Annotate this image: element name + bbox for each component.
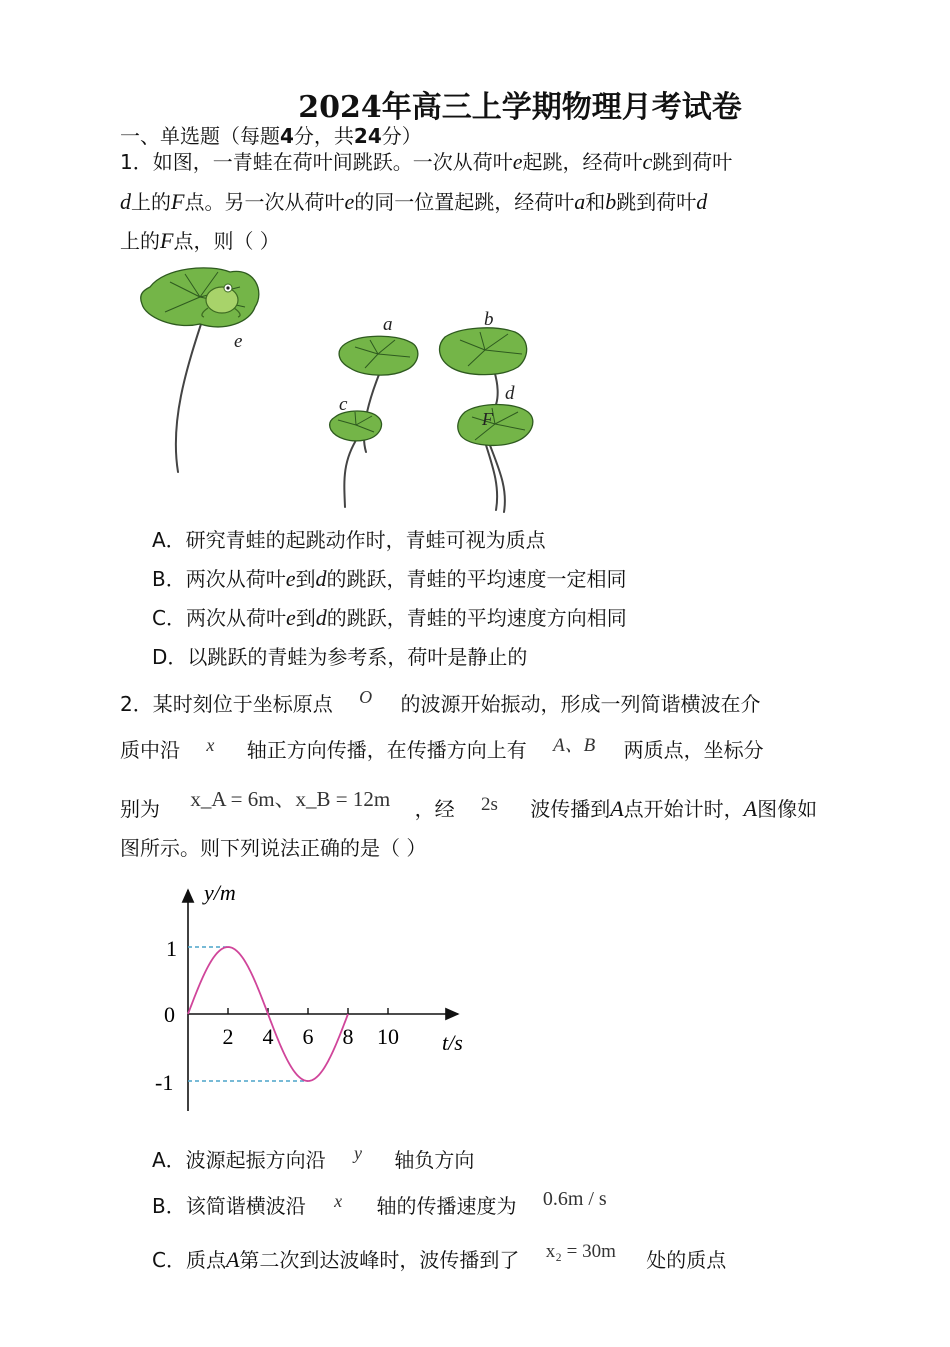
q2-option-b: B．该简谐横波沿 x 轴的传播速度为 0.6m / s <box>152 1188 607 1218</box>
x-tick-label-4: 4 <box>262 1024 274 1049</box>
label-e: e <box>234 331 243 352</box>
y-tick-0: 0 <box>164 1002 175 1027</box>
page-title: 2024年高三上学期物理月考试卷 <box>298 90 742 125</box>
q2-line-1: 2．某时刻位于坐标原点 O 的波源开始振动，形成一列简谐横波在介 <box>120 687 761 716</box>
y-tick-1: 1 <box>166 936 177 961</box>
wave-chart <box>150 878 490 1118</box>
x-tick-label-2: 2 <box>222 1024 234 1049</box>
q1-option-c: C．两次从荷叶e到d的跳跃，青蛙的平均速度方向相同 <box>152 605 627 630</box>
q1-line-3: 上的F点，则（ ） <box>120 228 280 253</box>
stem-c <box>344 437 358 507</box>
label-b: b <box>484 309 494 330</box>
q2-option-c: C．质点A第二次到达波峰时，波传播到了 x₂ = 30m 处的质点 <box>152 1241 727 1272</box>
q1-option-b: B．两次从荷叶e到d的跳跃，青蛙的平均速度一定相同 <box>152 566 627 591</box>
lily-pad-figure <box>130 262 550 517</box>
q1-option-d: D．以跳跃的青蛙为参考系，荷叶是静止的 <box>152 645 528 669</box>
x-tick-label-6: 6 <box>302 1024 314 1049</box>
label-F: F <box>482 409 493 429</box>
stem-e <box>176 312 205 472</box>
q1-option-a: A．研究青蛙的起跳动作时，青蛙可视为质点 <box>152 528 546 552</box>
x-tick-label-10: 10 <box>377 1024 399 1049</box>
q2-line-2: 质中沿 x 轴正方向传播，在传播方向上有 A、B 两质点，坐标分 <box>120 735 764 762</box>
x-axis-label: t/s <box>442 1030 463 1055</box>
q2-line-4: 图所示。则下列说法正确的是（ ） <box>120 836 427 860</box>
x-tick-label-8: 8 <box>342 1024 354 1049</box>
label-d: d <box>505 383 515 404</box>
q1-line-2: d上的F点。另一次从荷叶e的同一位置起跳，经荷叶a和b跳到荷叶d <box>120 189 708 214</box>
q2-option-a: A．波源起振方向沿 y 轴负方向 <box>152 1143 475 1172</box>
y-tick-neg1: -1 <box>155 1070 174 1095</box>
section-header: 一、单选题（每题4分，共24分） <box>120 124 422 148</box>
q2-line-3: 别为 x_A = 6m、x_B = 12m ，经 2s 波传播到A点开始计时，A图像如 <box>120 787 818 821</box>
y-axis-label: y/m <box>204 880 236 905</box>
pad-a <box>339 336 418 375</box>
label-c: c <box>339 394 348 415</box>
q1-line-1: 1．如图，一青蛙在荷叶间跳跃。一次从荷叶e起跳，经荷叶c跳到荷叶 <box>120 149 733 174</box>
pad-d <box>458 405 533 446</box>
label-a: a <box>383 314 393 335</box>
